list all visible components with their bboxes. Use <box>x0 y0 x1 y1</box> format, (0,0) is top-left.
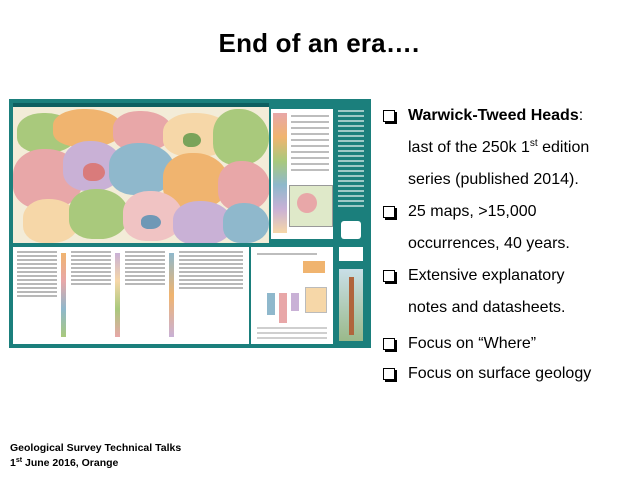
slide-title: End of an era…. <box>218 28 420 58</box>
stratigraphy-diagram <box>251 247 333 344</box>
slide-footer <box>10 441 181 471</box>
checkbox-bullet-icon <box>383 206 395 218</box>
bullet-continuation: series (published 2014). <box>408 171 579 188</box>
map-title-sidebar <box>335 103 367 344</box>
bullet-continuation: notes and datasheets. <box>408 299 566 316</box>
bullet-bold-text: Warwick-Tweed Heads <box>408 107 579 124</box>
checkbox-bullet-icon <box>383 270 395 282</box>
checkbox-bullet-icon <box>383 368 395 380</box>
chimney-photo <box>339 269 363 341</box>
bullet-continuation: occurrences, 40 years. <box>408 235 570 252</box>
bullet-continuation: last of the 250k 1st edition <box>408 138 590 156</box>
checkbox-bullet-icon <box>383 338 395 350</box>
footer-line-2: 1st June 2016, Orange <box>10 457 119 469</box>
geological-map <box>13 103 269 243</box>
geological-map-poster-image <box>9 99 371 348</box>
checkbox-bullet-icon <box>383 110 395 122</box>
map-legend-panel <box>13 247 249 344</box>
map-legend-inset <box>271 109 333 239</box>
footer-line-1: Geological Survey Technical Talks <box>10 442 182 454</box>
